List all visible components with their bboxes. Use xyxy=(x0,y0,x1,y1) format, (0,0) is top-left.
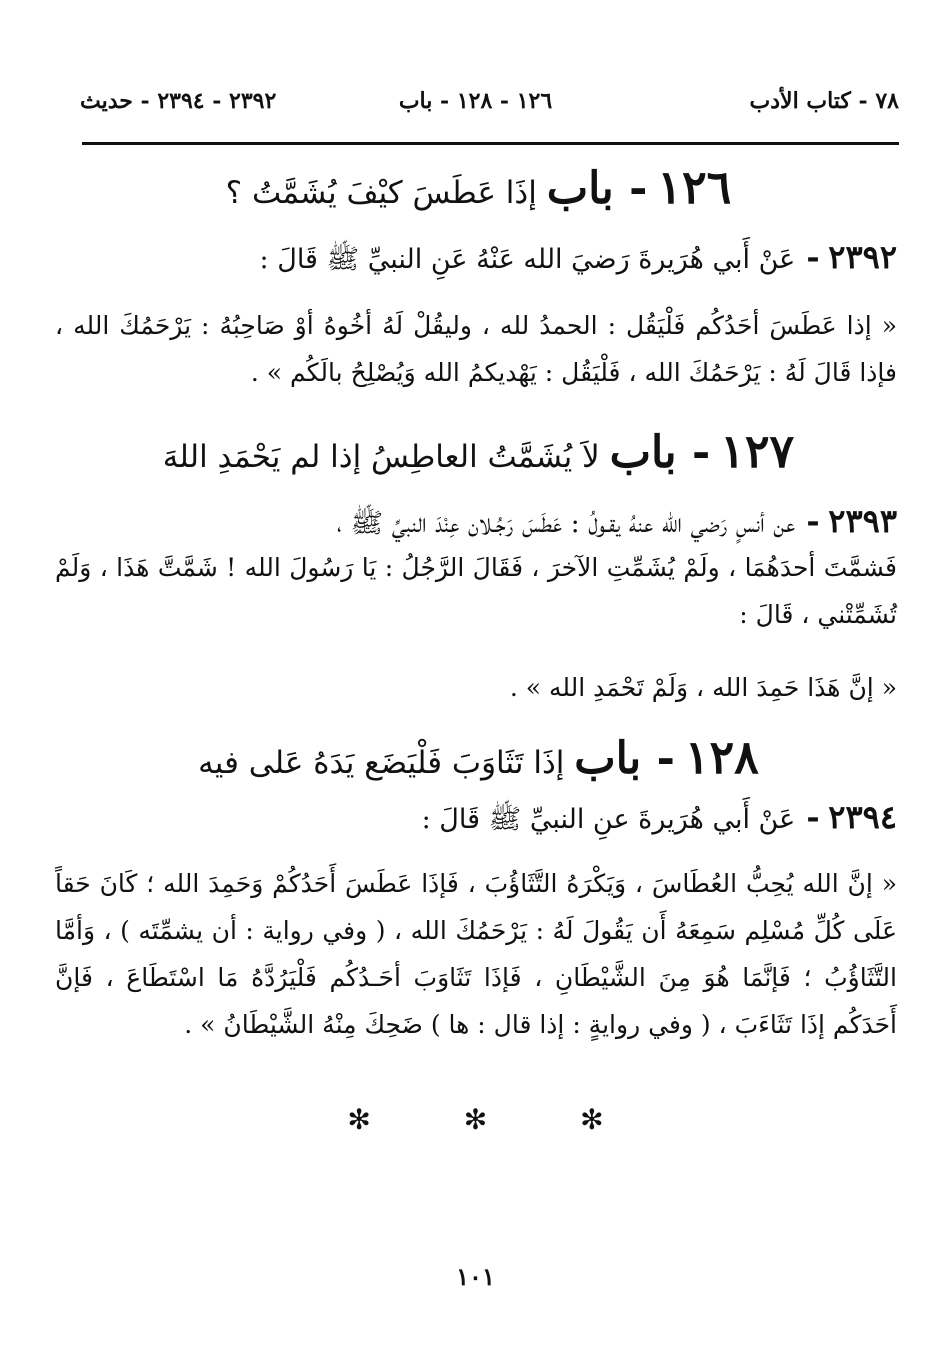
chapter-title: لاَ يُشَمَّتُ العاطِسُ إذا لم يَحْمَدِ اللهَ xyxy=(162,439,600,475)
bab-label: باب xyxy=(574,733,642,784)
chapter-title: إذَا تَثَاوَبَ فَلْيَضَع يَدَهُ عَلى فيه xyxy=(198,745,565,781)
hadith-text-2393: فَشمَّتَ أحدَهُمَا ، ولَمْ يُشَمِّتِ الآخرَ ، فَقَالَ الرَّجُلُ : يَا رَسُولَ الله ! شَمَّتَّ هَذَا ، وَلَمْ تُشَمِّتْني ، قَالَ : xyxy=(55,553,897,629)
hadith-intro-2392: ٢٣٩٢ - عَنْ أَبي هُرَيرةَ رَضيَ الله عَنْهُ عَنِ النبيِّ ﷺ قَالَ : xyxy=(259,238,897,276)
chapter-title: إذَا عَطَسَ كيْفَ يُشَمَّتُ ؟ xyxy=(225,175,537,211)
chapter-number: ١٢٦ xyxy=(657,160,732,214)
chapter-number: ١٢٨ xyxy=(684,730,759,784)
header-book-title: ٧٨ - كتاب الأدب xyxy=(749,88,899,114)
hadith-text-2392: « إذا عَطَسَ أحَدُكُم فَلْيَقُل : الحمدُ لله ، وليقُلْ لَهُ أخُوهُ أوْ صَاحِبُهُ : يَرْحَمُكَ الله ، فإذا قَالَ لَهُ : يَرْحَمُكَ الله ، فَلْيَقُل : يَهْديكمُ الله وَيُصْلِحُ بالَكُم » . xyxy=(55,311,897,387)
hadith-number: ٢٣٩٣ xyxy=(828,502,897,540)
header-chapter-range: ١٢٦ - ١٢٨ - باب xyxy=(398,88,553,114)
hadith-quote-2393: « إنَّ هَذَا حَمِدَ الله ، وَلَمْ تَحْمَدِ الله » . xyxy=(509,673,897,702)
hadith-chain: عن أنسٍ رَضي الله عنهُ يقـولُ : عَطَسَ رَجُـلان عِنْدَ النبيِّ ﷺ ، xyxy=(336,508,796,539)
chapter-heading-127: ١٢٧ - باب لاَ يُشَمَّتُ العاطِسُ إذا لم يَحْمَدِ اللهَ xyxy=(162,424,795,478)
chapter-heading-128: ١٢٨ - باب إذَا تَثَاوَبَ فَلْيَضَع يَدَهُ عَلى فيه xyxy=(198,730,759,784)
page-number: ١٠١ xyxy=(456,1262,495,1291)
section-separator: ✻ ✻ ✻ xyxy=(347,1103,646,1136)
hadith-chain: عَنْ أَبي هُرَيرةَ رَضيَ الله عَنْهُ عَنِ النبيِّ ﷺ قَالَ : xyxy=(259,244,796,275)
hadith-chain: عَنْ أَبي هُرَيرةَ عنِ النبيِّ ﷺ قَالَ : xyxy=(421,804,796,835)
hadith-number: ٢٣٩٤ xyxy=(828,798,897,836)
header-rule xyxy=(82,142,899,145)
hadith-text-2394: « إنَّ الله يُحِبُّ العُطَاسَ ، وَيَكْرَهُ التَّثَاؤُبَ ، فَإذَا عَطَسَ أَحَدُكُمْ وَحَمِدَ الله ؛ كَانَ حَقاً عَلَى كُلِّ مُسْلِم سَمِعَهُ أَن يَقُولَ لَهُ : يَرْحَمُكَ الله ، ( وفي رواية : أن يشمِّتَه ) ، وَأمَّا التَّثَاؤُبُ ؛ فَإنَّمَا هُوَ مِنَ الشَّيْطَانِ ، فَإذَا تَثَاوَبَ أحَـدُكُم فَلْيَرُدَّهُ مَا اسْتَطَاعَ ، فَإنَّ أَحَدَكُم إذَا تَثَاءَبَ ، ( وفي روايةٍ : إذا قال : ها ) ضَحِكَ مِنْهُ الشَّيْطَانُ » . xyxy=(55,869,897,1039)
header-hadith-range: ٢٣٩٢ - ٢٣٩٤ - حديث xyxy=(80,88,277,114)
hadith-intro-2394: ٢٣٩٤ - عَنْ أَبي هُرَيرةَ عنِ النبيِّ ﷺ قَالَ : xyxy=(421,798,897,836)
hadith-intro-2393: ٢٣٩٣ - عن أنسٍ رَضي الله عنهُ يقـولُ : عَطَسَ رَجُـلان عِنْدَ النبيِّ ﷺ ، xyxy=(336,502,897,540)
bab-label: باب xyxy=(609,427,677,478)
chapter-number: ١٢٧ xyxy=(720,424,795,478)
hadith-number: ٢٣٩٢ xyxy=(828,238,897,276)
bab-label: باب xyxy=(546,163,614,214)
chapter-heading-126: ١٢٦ - باب إذَا عَطَسَ كيْفَ يُشَمَّتُ ؟ xyxy=(225,160,732,214)
